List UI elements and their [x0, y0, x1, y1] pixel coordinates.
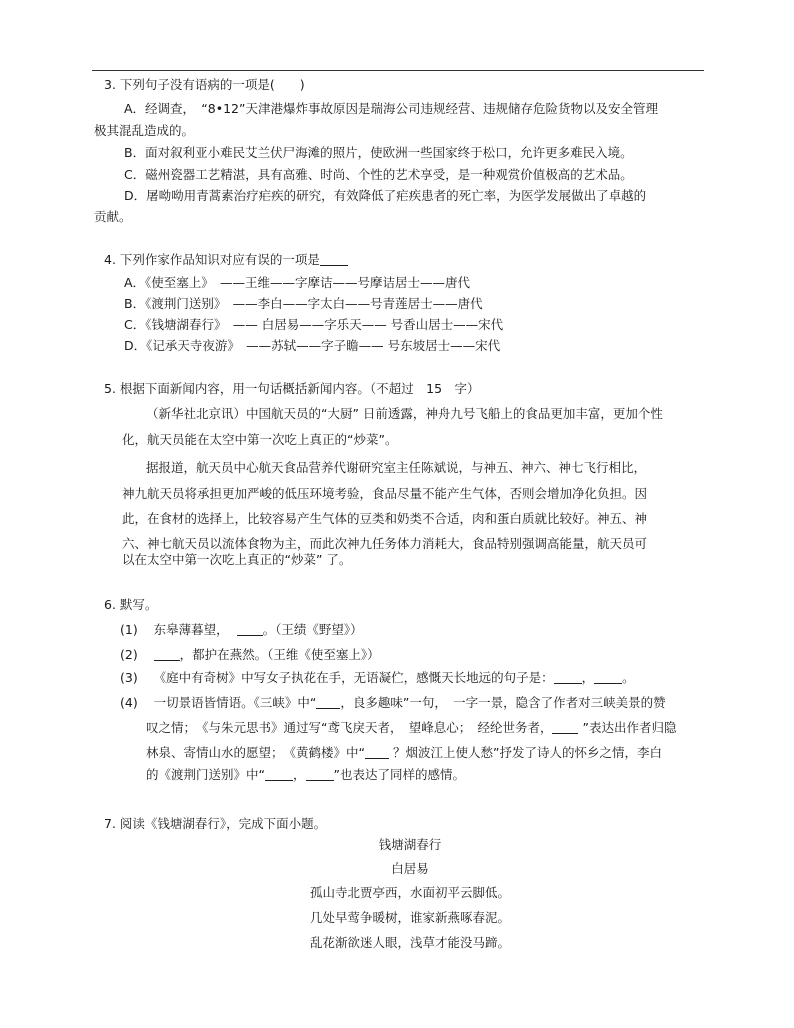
q5-news-line: 六、神七航天员以流体食物为主，而此次神九任务体力消耗大，食品特别强调高能量，航天员可 [122, 536, 648, 551]
q5-news-line: 此，在食材的选择上，比较容易产生气体的豆类和奶类不合适，肉和蛋白质就比较好。神五、神 [122, 511, 648, 526]
q6-item-number: (2) [120, 647, 138, 662]
q6-item-4-line [146, 766, 465, 784]
q6-blank[interactable] [154, 647, 180, 661]
q4-answer-blank[interactable] [320, 252, 348, 266]
q6-item-text: ”也表达了同样的感情。 [333, 767, 465, 782]
q4-stem [104, 251, 348, 269]
q6-stem: 6. 默写。 [104, 597, 158, 612]
q6-item-4-line [146, 719, 676, 737]
q6-item-text: 一切景语皆情语。《三峡》中“ [153, 695, 317, 710]
q6-blank[interactable] [316, 695, 340, 709]
q6-blank[interactable] [306, 767, 334, 781]
q3-option-b: B．面对叙利亚小难民艾兰伏尸海滩的照片，使欧洲一些国家终于松口，允许更多难民入境。 [124, 145, 633, 160]
q7-stem: 7. 阅读《钱塘湖春行》，完成下面小题。 [104, 816, 327, 831]
q5-stem: 5. 根据下面新闻内容，用一句话概括新闻内容。（不超过 15 字） [104, 381, 480, 396]
q6-item-4-line [146, 744, 662, 762]
q6-blank[interactable] [554, 670, 582, 684]
q3-option-c: C．磁州瓷器工艺精湛，具有高雅、时尚、个性的艺术享受，是一种观赏价值极高的艺术品。 [124, 167, 633, 182]
q4-option-c: C．《钱塘湖春行》 —— 白居易——字乐天—— 号香山居士——宋代 [124, 317, 504, 332]
q6-item-1 [120, 621, 363, 639]
poem-author: 白居易 [391, 861, 429, 876]
q5-news-line: 以在太空中第一次吃上真正的“炒菜” 了。 [122, 552, 352, 567]
q6-item-3 [120, 669, 635, 687]
q6-end-punct: 。 [622, 670, 635, 685]
q3-option-a-cont: 极其混乱造成的。 [94, 123, 195, 138]
q5-news-line: （新华社北京讯）中国航天员的“大厨” 日前透露，神舟九号飞船上的食品更加丰富，更加个性 [146, 406, 663, 421]
q5-news-line: 神九航天员将承担更加严峻的低压环境考验，食品尽量不能产生气体，否则会增加净化负担。因 [122, 486, 648, 501]
poem-line: 几处早莺争暖树，谁家新燕啄春泥。 [309, 910, 510, 925]
q6-item-text: 《庭中有奇树》中写女子执花在手，无语凝伫，感慨天长地远的句子是： [153, 670, 554, 685]
q6-item-text: ？烟波江上使人愁”抒发了诗人的怀乡之情，李白 [392, 745, 662, 760]
q6-blank[interactable] [265, 767, 293, 781]
q3-option-a: A．经调查， “8•12”天津港爆炸事故原因是瑞海公司违规经营、违规储存危险货物以及安全管理 [124, 101, 658, 116]
q6-item-4 [120, 694, 666, 712]
q6-separator: ， [292, 767, 306, 782]
poem-title: 钱塘湖春行 [378, 837, 442, 852]
q3-option-d-cont: 贡献。 [94, 209, 132, 224]
q6-item-text: 叹之情； 《与朱元思书》通过写“鸢飞戾天者， 望峰息心； 经纶世务者， [146, 720, 553, 735]
q6-item-text: 。（王绩《野望》） [262, 622, 363, 637]
q5-news-line: 化，航天员能在太空中第一次吃上真正的“炒菜”。 [122, 432, 398, 447]
q6-blank[interactable] [594, 670, 622, 684]
q6-item-text: ，良多趣味”一句， 一字一景，隐含了作者对三峡美景的赞 [340, 695, 666, 710]
q3-stem: 3. 下列句子没有语病的一项是( ) [104, 77, 305, 92]
q3-option-d: D．屠呦呦用青蒿素治疗疟疾的研究，有效降低了疟疾患者的死亡率，为医学发展做出了卓越的 [124, 188, 647, 203]
header-rule [92, 70, 704, 71]
q4-option-a: A．《使至塞上》 ——王维——字摩诘——号摩诘居士——唐代 [124, 275, 471, 290]
q6-blank[interactable] [365, 745, 389, 759]
q6-item-text: 林泉、寄情山水的愿望； 《黄鹤楼》中“ [146, 745, 365, 760]
q6-item-number: (4) [120, 695, 138, 710]
q6-blank[interactable] [237, 622, 263, 636]
q6-item-number: (1) [120, 622, 138, 637]
q5-news-line: 据报道，航天员中心航天食品营养代谢研究室主任陈斌说，与神五、神六、神七飞行相比， [146, 460, 647, 475]
q4-option-b: B．《渡荆门送别》 ——李白——字太白——号青莲居士——唐代 [124, 296, 483, 311]
q4-option-d: D．《记承天寺夜游》 ——苏轼——字子瞻—— 号东坡居士——宋代 [124, 338, 501, 353]
q6-separator: ， [581, 670, 595, 685]
q6-item-2 [120, 646, 380, 664]
q6-item-text: ，都护在燕然。（王维《使至塞上》） [179, 647, 380, 662]
q4-stem-text: 4. 下列作家作品知识对应有误的一项是 [104, 252, 320, 267]
poem-line: 孤山寺北贾亭西，水面初平云脚低。 [309, 885, 510, 900]
q6-blank[interactable] [552, 720, 578, 734]
q6-item-text: 东皋薄暮望， [153, 622, 229, 637]
q6-item-number: (3) [120, 670, 138, 685]
q6-item-text: ”表达出作者归隐 [582, 720, 677, 735]
q6-item-text: 的《渡荆门送别》中“ [146, 767, 265, 782]
poem-line: 乱花渐欲迷人眼，浅草才能没马蹄。 [309, 935, 510, 950]
